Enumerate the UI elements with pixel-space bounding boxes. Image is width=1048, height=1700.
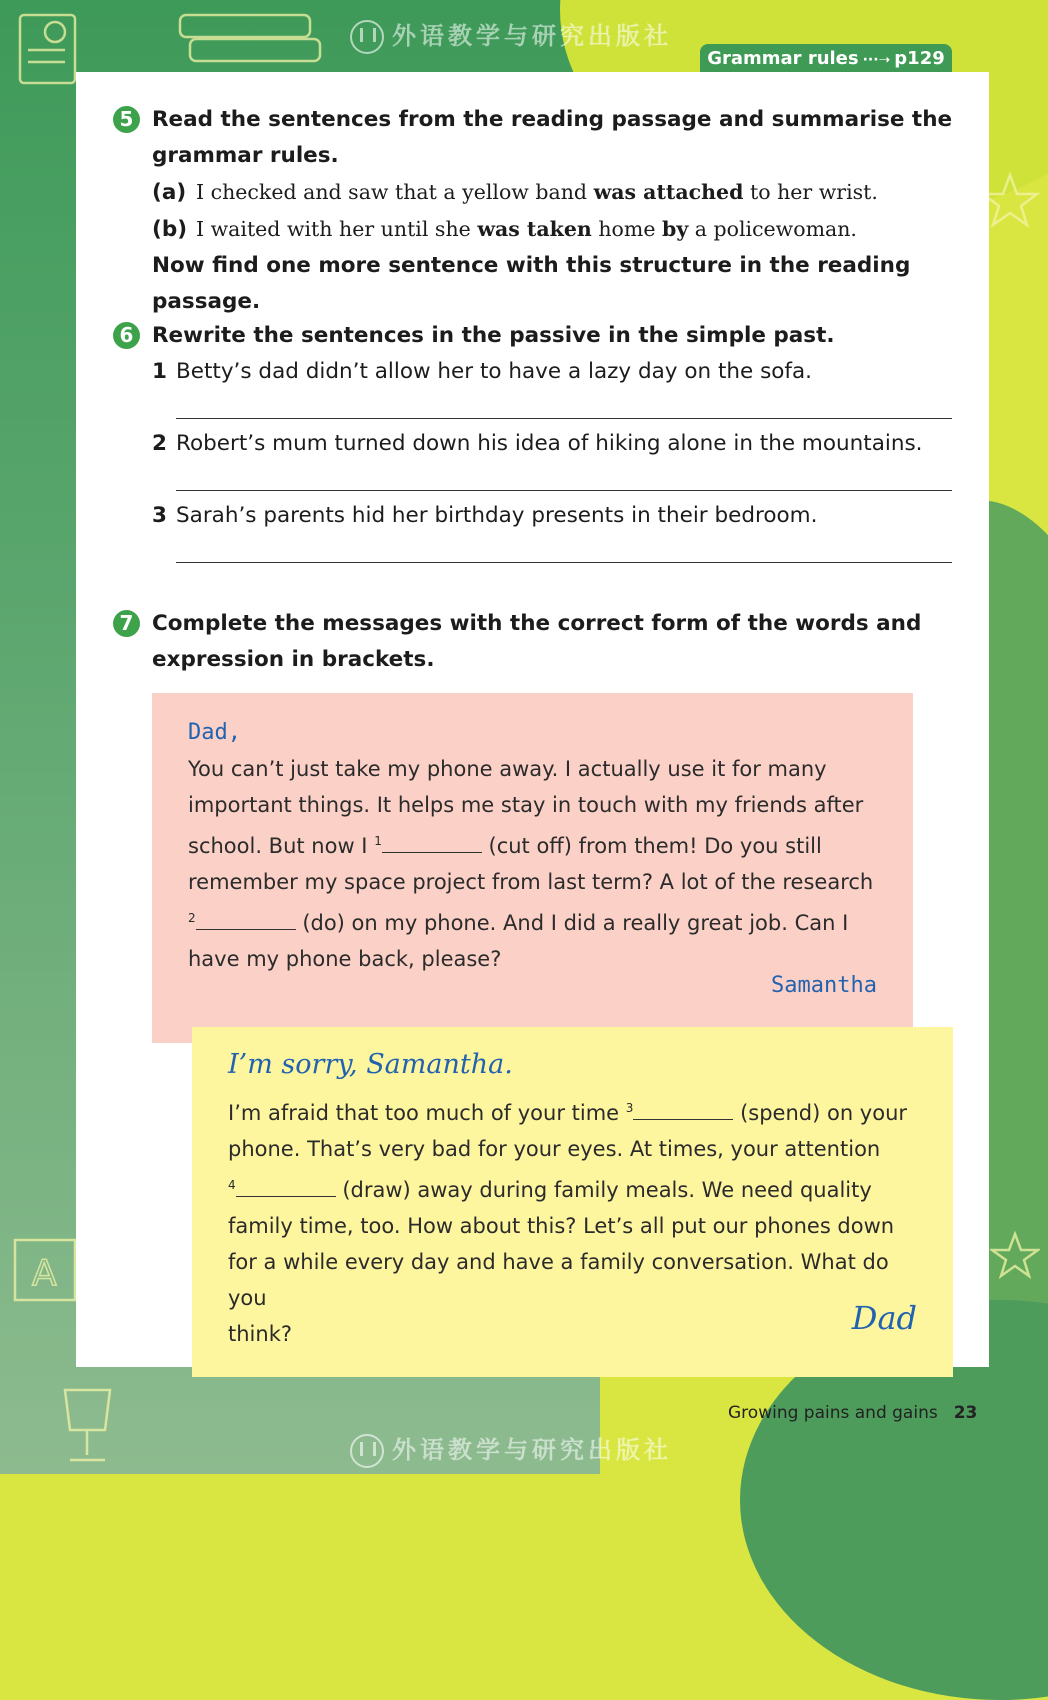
ex5-b-bold2: by <box>661 217 689 241</box>
exercise-6 <box>152 318 972 354</box>
blank-1-number: 1 <box>374 834 382 848</box>
msg1-line4: remember my space project from last term? A lot of the research <box>188 870 874 894</box>
ex6-answer-line-1[interactable] <box>176 418 952 419</box>
msg2-line5: for a while every day and have a family conversation. What do you <box>228 1250 889 1310</box>
ex5-instruction-line2: grammar rules. <box>152 143 339 168</box>
msg1-line5 <box>188 900 888 941</box>
publisher-logo-icon-bottom <box>350 1434 384 1468</box>
doodle-trophy-icon <box>50 1380 130 1470</box>
publisher-name-bottom: 外语教学与研究出版社 <box>392 1436 672 1464</box>
ex5-final-instruction: Now find one more sentence with this structure in the reading passage. <box>152 253 911 314</box>
msg1-line6: have my phone back, please? <box>188 947 502 971</box>
ex5-sentence-b <box>152 211 972 248</box>
blank-3[interactable] <box>633 1101 733 1120</box>
ex7-instruction-line1: Complete the messages with the correct form of the words and <box>152 611 922 636</box>
blank-4-number: 4 <box>228 1178 236 1192</box>
message-dad <box>192 1027 953 1377</box>
publisher-header <box>350 16 672 54</box>
exercise-5 <box>152 102 972 320</box>
ex6-item-3-number: 3 <box>152 503 167 528</box>
ex5-a-bold: was attached <box>593 180 744 204</box>
message-samantha <box>152 693 913 1043</box>
publisher-logo-icon <box>350 20 384 54</box>
ex5-b-label: (b) <box>152 217 188 242</box>
ex5-b-pre: I waited with her until she <box>196 217 478 241</box>
page-number: 23 <box>953 1403 978 1423</box>
ex5-b-post: a policewoman. <box>688 217 857 241</box>
ex5-a-post: to her wrist. <box>743 180 878 204</box>
ex6-item-1-text: Betty’s dad didn’t allow her to have a lazy day on the sofa. <box>176 359 813 384</box>
blank-2-number: 2 <box>188 911 196 925</box>
msg2-line3-end: (draw) away during family meals. We need quality <box>335 1178 872 1202</box>
msg2-line3 <box>228 1167 928 1208</box>
page-footer <box>728 1403 977 1423</box>
arrow-icon: ···➝ <box>862 52 891 68</box>
ex5-instruction-line1: Read the sentences from the reading passage and summarise the <box>152 107 953 132</box>
publisher-footer <box>350 1430 672 1468</box>
blank-3-number: 3 <box>625 1101 634 1115</box>
msg2-greeting: I’m sorry, Samantha. <box>228 1049 513 1080</box>
ex6-item-1-number: 1 <box>152 359 167 384</box>
doodle-block-icon <box>10 1230 80 1310</box>
blank-4[interactable] <box>236 1178 336 1197</box>
ex6-item-2-number: 2 <box>152 431 167 456</box>
svg-text:A: A <box>32 1253 57 1294</box>
msg2-body <box>228 1090 928 1352</box>
msg1-line3-start: school. But now I <box>188 834 375 858</box>
msg1-signature: Samantha <box>771 973 877 998</box>
msg1-line3-end: (cut off) from them! Do you still <box>481 834 822 858</box>
ex6-item-2-text: Robert’s mum turned down his idea of hiking alone in the mountains. <box>176 431 923 456</box>
doodle-star-icon-2 <box>990 1230 1040 1280</box>
blank-2[interactable] <box>196 911 296 930</box>
ex6-item-2 <box>152 426 972 462</box>
ex6-answer-line-3[interactable] <box>176 562 952 563</box>
grammar-rules-tab <box>700 44 952 74</box>
ex5-b-bold1: was taken <box>477 217 592 241</box>
ex6-instruction: Rewrite the sentences in the passive in the simple past. <box>152 323 835 348</box>
exercise-7 <box>152 606 972 678</box>
doodle-books-icon <box>170 5 330 75</box>
ex6-item-3-text: Sarah’s parents hid her birthday presents in their bedroom. <box>176 503 818 528</box>
ex5-b-mid: home <box>591 217 662 241</box>
blank-1[interactable] <box>382 834 482 853</box>
tab-page-ref: p129 <box>894 48 945 69</box>
msg2-line1-start: I’m afraid that too much of your time <box>228 1101 626 1125</box>
msg2-line1-end: (spend) on your <box>733 1101 908 1125</box>
exercise-6-number: 6 <box>113 322 140 349</box>
msg2-line1 <box>228 1090 928 1131</box>
msg1-greeting: Dad, <box>188 720 241 745</box>
msg2-line4: family time, too. How about this? Let’s all put our phones down <box>228 1214 895 1238</box>
msg1-line5-end: (do) on my phone. And I did a really great job. Can I <box>295 911 849 935</box>
ex6-answer-line-2[interactable] <box>176 490 952 491</box>
tab-label: Grammar rules <box>707 48 859 69</box>
ex5-a-pre: I checked and saw that a yellow band <box>196 180 594 204</box>
ex6-item-3 <box>152 498 972 534</box>
ex7-instruction-line2: expression in brackets. <box>152 647 435 672</box>
msg1-body <box>188 715 888 977</box>
doodle-star-icon <box>980 170 1040 230</box>
footer-unit-title: Growing pains and gains <box>728 1403 938 1423</box>
msg2-signature: Dad <box>851 1299 917 1337</box>
publisher-name: 外语教学与研究出版社 <box>392 22 672 50</box>
msg1-line1: You can’t just take my phone away. I actually use it for many <box>188 757 827 781</box>
exercise-7-number: 7 <box>113 610 140 637</box>
msg2-line2: phone. That’s very bad for your eyes. At times, your attention <box>228 1137 881 1161</box>
ex5-sentence-a <box>152 174 972 211</box>
msg1-line2: important things. It helps me stay in touch with my friends after <box>188 793 864 817</box>
ex6-item-1 <box>152 354 972 390</box>
ex5-a-label: (a) <box>152 180 187 205</box>
msg1-line3 <box>188 823 888 864</box>
exercise-5-number: 5 <box>113 106 140 133</box>
msg2-line6: think? <box>228 1322 292 1346</box>
